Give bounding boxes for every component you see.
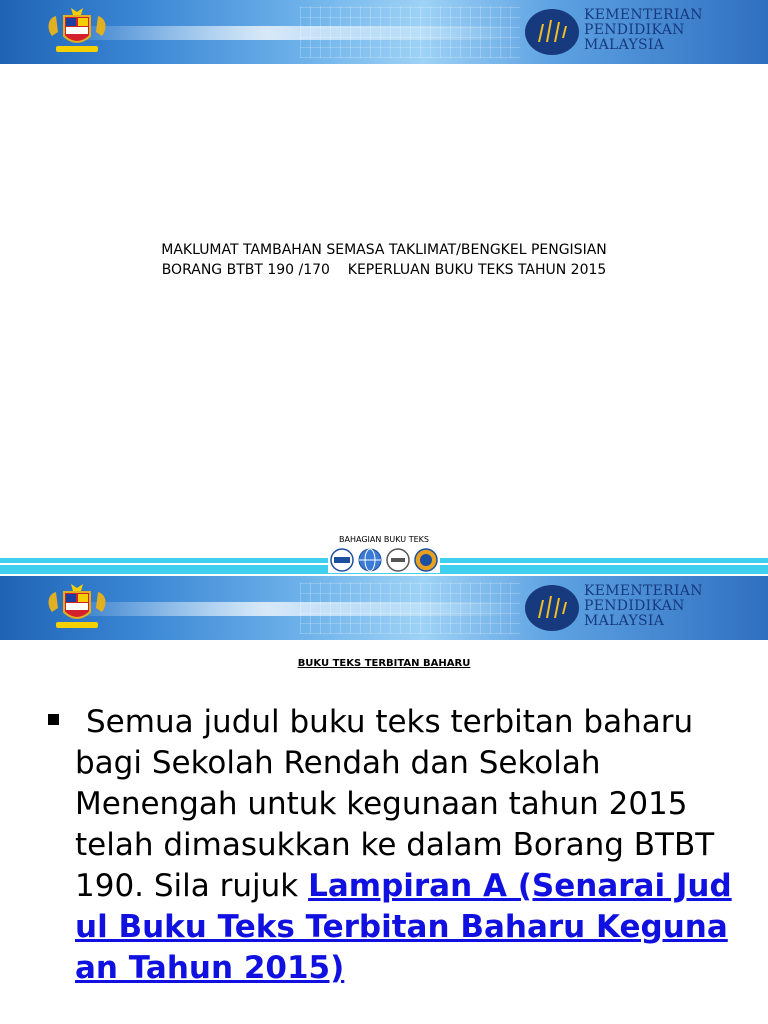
seal-badge-icon xyxy=(414,548,438,572)
ministry-name-line3: MALAYSIA xyxy=(584,613,665,629)
slide2-heading: BUKU TEKS TERBITAN BAHARU xyxy=(297,658,471,669)
slide-title-line1: MAKLUMAT TAMBAHAN SEMASA TAKLIMAT/BENGKEL PENGISIAN xyxy=(161,242,607,258)
slide-title-line2: BORANG BTBT 190 /170 KEPERLUAN BUKU TEKS TAHUN 2015 xyxy=(161,262,607,278)
header-banner xyxy=(0,0,768,64)
lampiran-a-link[interactable]: Lampiran A (Senarai Judul Buku Teks Terbitan Baharu Kegunaan Tahun 2015) xyxy=(75,868,732,986)
header-banner-slide2 xyxy=(0,576,768,640)
malaysia-coat-of-arms-icon xyxy=(44,6,110,58)
banner-grid-pattern xyxy=(300,582,520,634)
iso-badge-icon xyxy=(330,548,354,572)
bullet-text: Semua judul buku teks terbitan baharu bagi Sekolah Rendah dan Sekolah Menengah untuk kegunaan tahun 2015 telah dimasukkan ke dalam Borang BTBT 190. Sila rujuk xyxy=(75,704,715,904)
ministry-name-line3: MALAYSIA xyxy=(584,37,665,53)
ministry-name xyxy=(584,584,703,629)
malaysia-coat-of-arms-icon xyxy=(44,582,110,634)
kpm-logo-icon xyxy=(524,8,580,56)
slide-title xyxy=(60,240,708,280)
ministry-name-line2: PENDIDIKAN xyxy=(584,598,685,614)
globe-badge-icon xyxy=(358,548,382,572)
bullet-item xyxy=(48,702,738,989)
ministry-name-line1: KEMENTERIAN xyxy=(584,7,703,23)
ministry-name-line2: PENDIDIKAN xyxy=(584,22,685,38)
bullet-body xyxy=(48,702,738,989)
ministry-name xyxy=(584,8,703,53)
bullet-square-icon xyxy=(48,714,59,725)
standard-badge-icon xyxy=(386,548,410,572)
kpm-logo-icon xyxy=(524,584,580,632)
certification-badges xyxy=(328,547,440,573)
ministry-name-line1: KEMENTERIAN xyxy=(584,583,703,599)
banner-grid-pattern xyxy=(300,6,520,58)
footer-department-label: BAHAGIAN BUKU TEKS xyxy=(339,535,429,544)
